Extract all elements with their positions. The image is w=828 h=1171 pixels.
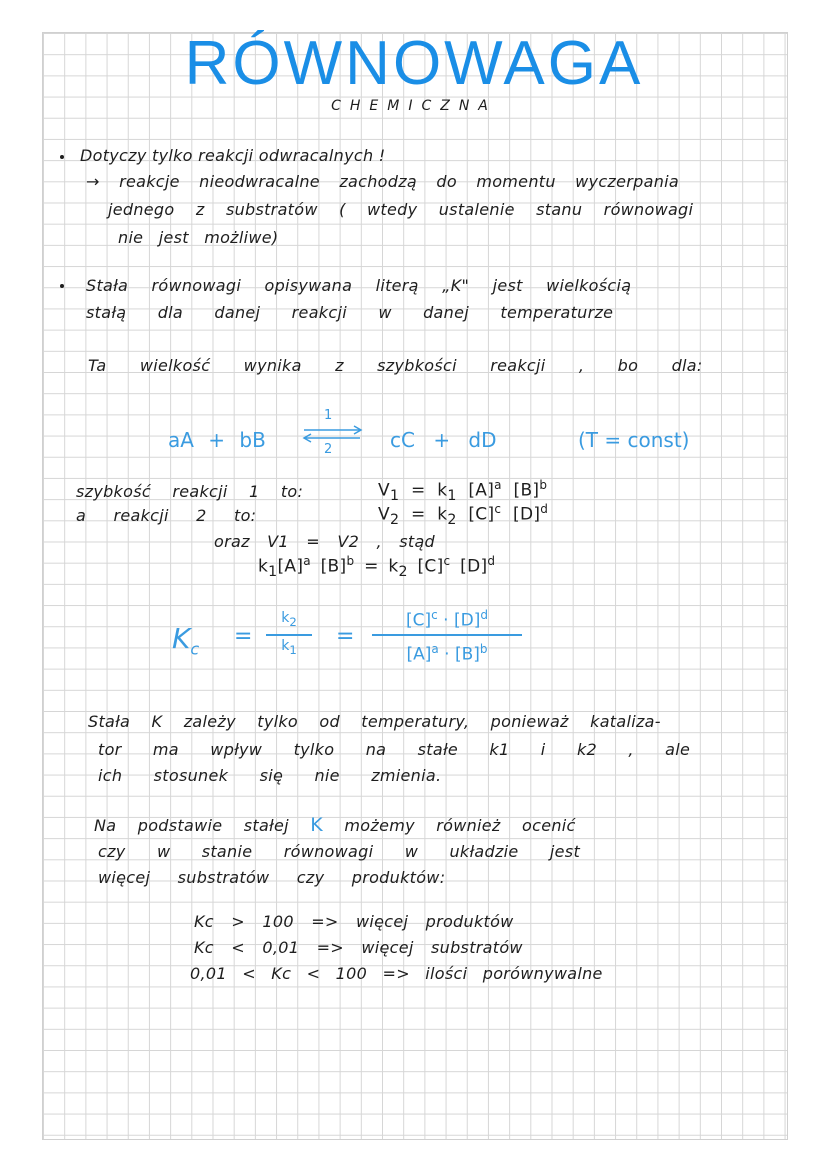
note-line: nie jest możliwe) [118, 228, 279, 247]
rate-eq-2: $V_2 = k_2$ $[C]^c$ $[D]^d$ [378, 502, 549, 529]
case-line: Kc < 0,01 => więcej substratów [194, 938, 523, 957]
rate-combined: $k_1[A]^a$ $[B]^b = k_2$ $[C]^c$ $[D]^d$ [258, 554, 496, 581]
case-line: 0,01 < Kc < 100 => ilości porównywalne [190, 964, 603, 983]
bullet-2 [60, 284, 64, 288]
note-line: Ta wielkość wynika z szybkości reakcji , bo dla: [88, 356, 703, 375]
kc-den-2: $[A]^a \cdot [B]^b$ [406, 642, 488, 665]
rate-equal-line: oraz V1 = V2 , stąd [214, 532, 436, 551]
kc-equals-1: = [234, 624, 253, 649]
kc-num-1: $k_2$ [281, 610, 297, 629]
rate-label-1: szybkość reakcji 1 to: [76, 482, 304, 501]
note-line: stałą dla danej reakcji w danej temperaturze [86, 303, 614, 322]
note-line [94, 814, 576, 836]
case-line: Kc > 100 => więcej produktów [194, 912, 514, 931]
note-line: → reakcje nieodwracalne zachodzą do momentu wyczerpania [86, 172, 679, 191]
constant-k: K [310, 814, 323, 836]
arrow-label-forward: 1 [324, 408, 333, 423]
kc-den-1: $k_1$ [281, 638, 297, 657]
note-line: jednego z substratów ( wtedy ustalenie stanu równowagi [108, 200, 694, 219]
reaction-rhs: cC + dD [390, 428, 497, 452]
note-line: tor ma wpływ tylko na stałe k1 i k2 , ale [98, 740, 691, 759]
reaction-condition: (T = const) [578, 428, 690, 452]
note-line: Stała równowagi opisywana literą „K" jest wielkością [86, 276, 632, 295]
kc-label: $K_c$ [172, 622, 200, 659]
note-line: czy w stanie równowagi w układzie jest [98, 842, 581, 861]
arrow-label-reverse: 2 [324, 442, 333, 457]
kc-num-2: $[C]^c \cdot [D]^d$ [406, 608, 488, 631]
kc-fraction-line-1 [266, 634, 312, 636]
kc-fraction-line-2 [372, 634, 522, 636]
note-line: więcej substratów czy produktów: [98, 868, 446, 887]
note-line: ich stosunek się nie zmienia. [98, 766, 442, 785]
rate-label-2: a reakcji 2 to: [76, 506, 257, 525]
kc-equals-2: = [336, 624, 355, 649]
note-fragment: możemy również ocenić [344, 816, 576, 835]
note-line: Dotyczy tylko reakcji odwracalnych ! [80, 146, 386, 165]
page-subtitle: CHEMICZNA [331, 98, 497, 114]
note-fragment: Na podstawie stałej [94, 816, 289, 835]
equilibrium-arrows-icon [300, 424, 366, 444]
page-title: RÓWNOWAGA [184, 29, 644, 98]
rate-eq-1: $V_1 = k_1$ $[A]^a$ $[B]^b$ [378, 478, 548, 505]
bullet-1 [60, 155, 64, 159]
reaction-lhs: aA + bB [168, 428, 266, 452]
note-line: Stała K zależy tylko od temperatury, ponieważ kataliza- [88, 712, 661, 731]
